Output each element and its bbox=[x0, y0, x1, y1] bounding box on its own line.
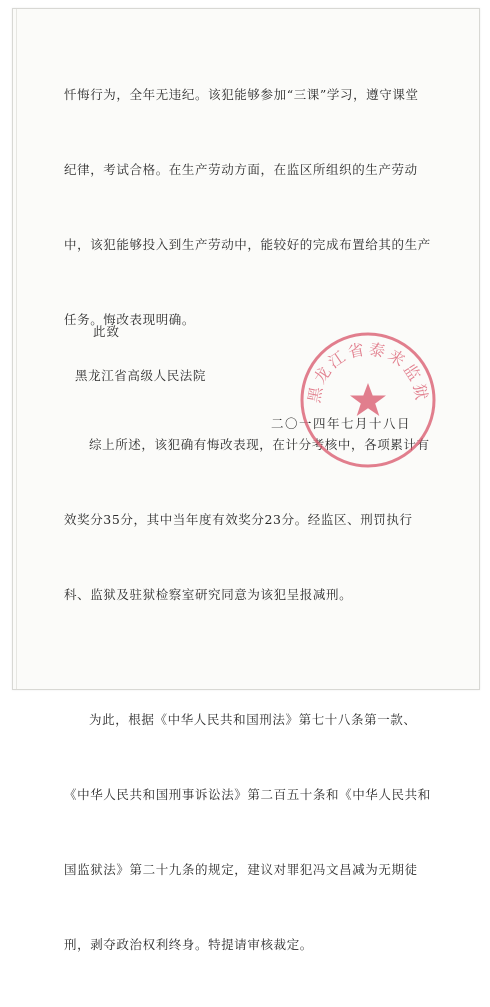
closing-salutation: 此致 bbox=[93, 324, 121, 339]
text-line: 科、监狱及驻狱检察室研究同意为该犯呈报减刑。 bbox=[64, 587, 353, 602]
text-line: 综上所述，该犯确有悔改表现，在计分考核中，各项累计有 bbox=[89, 437, 430, 452]
text-line: 任务。悔改表现明确。 bbox=[64, 312, 196, 327]
text-line: 中，该犯能够投入到生产劳动中，能较好的完成布置给其的生产 bbox=[64, 237, 431, 252]
document-body bbox=[64, 32, 454, 1007]
text-line: 为此，根据《中华人民共和国刑法》第七十八条第一款、 bbox=[89, 712, 417, 727]
text-line: 《中华人民共和国刑事诉讼法》第二百五十条和《中华人民共和 bbox=[64, 787, 431, 802]
text-line: 刑，剥夺政治权利终身。特提请审核裁定。 bbox=[64, 937, 313, 952]
document-page bbox=[12, 8, 480, 952]
paragraph-legal-basis bbox=[64, 657, 454, 1007]
seal-star-icon bbox=[350, 383, 386, 416]
scan-edge-line bbox=[16, 9, 17, 689]
text-line: 国监狱法》第二十九条的规定，建议对罪犯冯文昌减为无期徒 bbox=[64, 862, 418, 877]
document-date: 二〇一四年七月十八日 bbox=[271, 416, 412, 431]
seal-text: 黑龙江省泰来监狱 bbox=[304, 339, 432, 405]
recipient-court: 黑龙江省高级人民法院 bbox=[75, 368, 207, 383]
text-line: 效奖分35分，其中当年度有效奖分23分。经监区、刑罚执行 bbox=[64, 512, 413, 527]
text-line: 纪律，考试合格。在生产劳动方面，在监区所组织的生产劳动 bbox=[64, 162, 418, 177]
official-seal-stamp bbox=[293, 325, 443, 475]
text-line: 忏悔行为，全年无违纪。该犯能够参加“三课”学习，遵守课堂 bbox=[64, 87, 419, 102]
